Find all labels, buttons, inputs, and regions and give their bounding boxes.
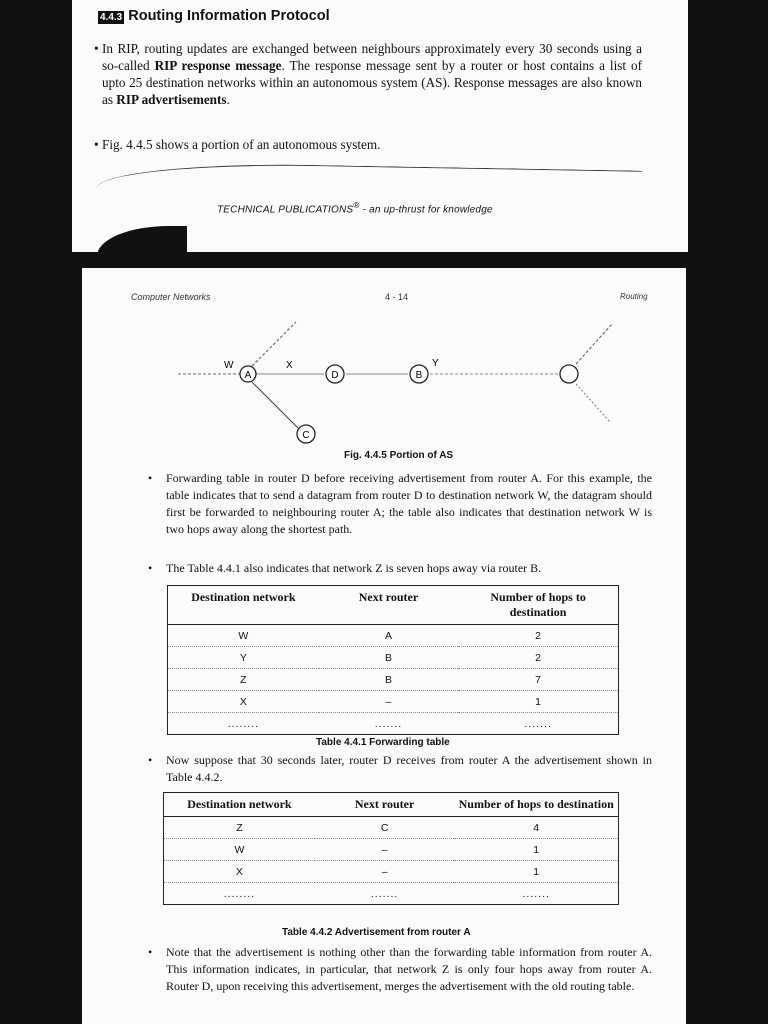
table-reference-paragraph: • The Table 4.4.1 also indicates that network Z is seven hops away via router B. [148,561,542,575]
table2-caption: Table 4.4.2 Advertisement from router A [282,927,471,938]
running-header-right: Routing [620,292,648,301]
svg-text:A: A [244,370,252,381]
page-footer: TECHNICAL PUBLICATIONS® - an up-thrust for knowledge [217,200,493,216]
table2-header-destination: Destination network [164,793,315,817]
table-row: W – 1 [164,839,619,861]
table-row: ........ ....... ....... [223,887,550,900]
page-curve-rule [97,161,642,198]
section-number: 4.4.3 [100,12,123,23]
advertisement-intro-paragraph: • Now suppose that 30 seconds later, router D receives from router A the advertisement shown in Table 4.4.2. [148,753,652,784]
table-row: Z C 4 [164,817,619,839]
svg-text:C: C [302,430,310,441]
network-diagram [82,268,686,468]
network-label-x: X [286,360,293,371]
svg-text:B: B [415,370,423,381]
forwarding-paragraph: • Forwarding table in router D before receiving advertisement from router A. For this example, the table indicates that to send a datagram from router D to destination network W, the datagram should first be forwarded to neighbouring router A; the table also indicates that destination network W is two hops away along the shortest path. [148,471,652,536]
page-number: 4 - 14 [385,292,409,302]
bottom-page [82,268,686,1024]
rip-paragraph: • In RIP, routing updates are exchanged between neighbours approximately every 30 seconds using a so-called RIP response message. The response message sent by a router or host contains a list of upto 25 destination networks within an autonomous system (AS). Response messages are also known as RIP advertisements. [94,41,642,107]
unnamed-router [560,365,578,383]
section-title: Routing Information Protocol [128,8,330,24]
section-heading [98,8,330,24]
forwarding-table [167,585,619,735]
top-page [72,0,688,252]
router-a [240,366,256,382]
table-row: W A 2 [168,625,619,647]
figure-caption: Fig. 4.4.5 Portion of AS [344,450,454,461]
table-row: X – 1 [164,861,619,883]
table-row: Z B 7 [168,669,619,691]
router-d [326,365,344,383]
rip-advertisements-term: RIP advertisements [116,92,227,107]
table2-header-hops: Number of hops to destination [454,793,618,817]
network-label-y: Y [432,358,439,369]
rip-response-term: RIP response message [154,58,282,73]
figure-intro-paragraph: • Fig. 4.4.5 shows a portion of an autonomous system. [94,137,381,152]
table-row: Y B 2 [168,647,619,669]
table1-header-next-router: Next router [319,586,458,625]
running-header-left: Computer Networks [131,292,211,302]
page-shadow [97,226,187,256]
router-b [410,365,428,383]
merge-paragraph: • Note that the advertisement is nothing other than the forwarding table information from router A. This information indicates, in particular, that network Z is only four hops away from router A. Router D, upon receiving this advertisement, merges the advertisement with the old routing table. [148,945,652,993]
advertisement-table [163,792,619,905]
table1-header-hops: Number of hops to destination [458,586,618,625]
table-row: ........ ....... ....... [227,717,552,730]
router-c [297,425,315,443]
table2-header-next-router: Next router [315,793,455,817]
table1-header-destination: Destination network [168,586,319,625]
table-row: X – 1 [168,691,619,713]
table1-caption: Table 4.4.1 Forwarding table [316,737,450,748]
svg-text:D: D [331,370,339,381]
network-label-w: W [224,360,234,371]
